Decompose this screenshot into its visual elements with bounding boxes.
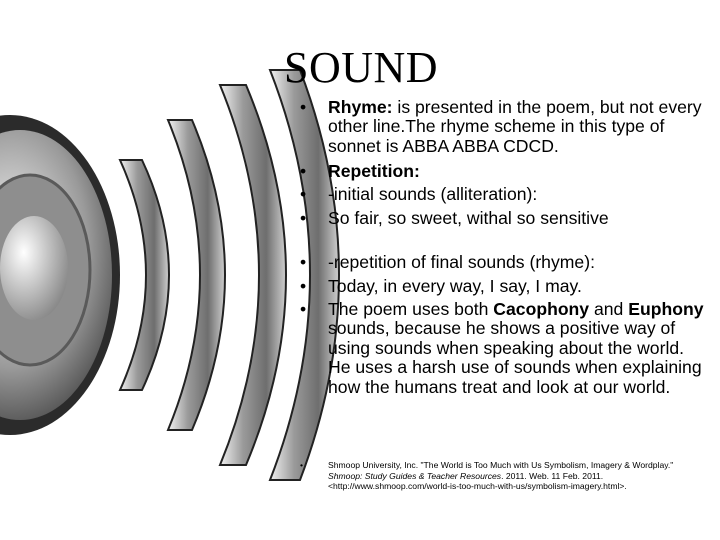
- bullet-glyph: •: [300, 208, 307, 228]
- bullet-glyph: •: [300, 97, 307, 117]
- cacophony-term: Cacophony: [493, 299, 590, 319]
- bullet-glyph: •: [300, 161, 307, 181]
- citation-pre: Shmoop University, Inc. "The World is Too Much with Us Symbolism, Imagery & Wordplay.": [328, 460, 674, 470]
- repetition-label: Repetition:: [328, 161, 420, 181]
- final-sounds-text: -repetition of final sounds (rhyme):: [328, 252, 595, 272]
- cacophony-euphony-explanation: sounds, because he shows a positive way of using sounds when speaking about the world. He uses a harsh use of sounds when explaining how the humans treat and look at our world.: [328, 318, 702, 397]
- bullet-glyph: •: [300, 184, 307, 204]
- initial-sounds-text: -initial sounds (alliteration):: [328, 184, 538, 204]
- bullet-glyph: •: [300, 252, 307, 272]
- citation-text: [328, 460, 708, 492]
- bullet-glyph: •: [300, 460, 304, 470]
- bullet-glyph: •: [300, 276, 307, 296]
- slide-title: SOUND: [284, 43, 439, 92]
- rhyme-label: Rhyme:: [328, 97, 393, 117]
- cacophony-euphony-text: [328, 300, 708, 397]
- rhyme-text: is presented in the poem, but not every other line.The rhyme scheme in this type of sonnet is ABBA ABBA CDCD.: [328, 97, 702, 156]
- cacophony-intro: The poem uses both: [328, 299, 494, 319]
- rhyme-example-text: Today, in every way, I say, I may.: [328, 276, 582, 296]
- bullet-glyph: •: [300, 299, 307, 319]
- citation-source-title: Shmoop: Study Guides & Teacher Resources: [328, 470, 502, 481]
- euphony-term: Euphony: [628, 299, 704, 319]
- alliteration-example-text: So fair, so sweet, withal so sensitive: [328, 208, 609, 228]
- citation-post: . 2011. Web. 11 Feb. 2011. <http://www.shmoop.com/world-is-too-much-with-us/symbolism-imagery.html>.: [328, 470, 627, 491]
- and-text: and: [589, 299, 629, 319]
